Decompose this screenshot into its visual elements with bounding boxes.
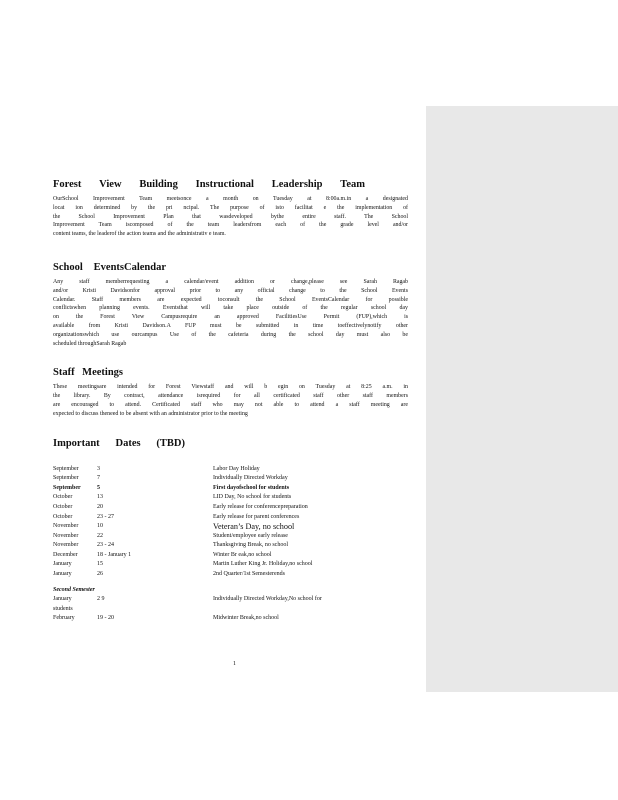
- date-cell: [53, 465, 213, 475]
- paragraph-line: locat ion determined by the pri ncipal. The purpose of isto facilitat e the implementation of: [53, 204, 408, 211]
- date-event: Early release for parent conferences: [213, 513, 300, 520]
- date-event: Veteran’s Day, no school: [213, 522, 295, 532]
- paragraph-line: OurSchool Improvement Team meetsonce a month on Tuesday at 8:00a.m.in a designated: [53, 196, 408, 202]
- date-day: [97, 605, 213, 615]
- date-cell: [53, 551, 213, 561]
- date-row: [53, 503, 408, 513]
- semester-label: Second Semester: [53, 586, 95, 593]
- heading-word: Dates: [115, 437, 141, 449]
- heading-word: Forest: [53, 179, 82, 190]
- section-staff-meetings: [53, 366, 408, 418]
- date-cell: [53, 513, 213, 523]
- date-event: Midwinter Break,no school: [213, 615, 279, 622]
- date-event: Martin Luther King Jr. Holiday,no school: [213, 561, 313, 568]
- heading-word: Instructional: [195, 179, 254, 190]
- date-cell: [53, 503, 213, 513]
- date-day: 19 - 20: [97, 615, 114, 622]
- date-month: students: [53, 605, 73, 612]
- date-row: [53, 522, 408, 532]
- staff-heading: [53, 366, 123, 380]
- date-event: Student/employee early release: [213, 532, 288, 539]
- date-month: September: [53, 465, 79, 472]
- date-event: Individually Directed Workday: [213, 475, 288, 482]
- date-month: September: [53, 475, 79, 482]
- date-month: February: [53, 615, 75, 622]
- date-row: [53, 614, 408, 624]
- dates-table: [53, 465, 408, 625]
- heading-word: (TBD): [156, 437, 185, 449]
- comment-pane: [426, 106, 618, 692]
- date-month: October: [53, 513, 73, 520]
- date-day: 3: [97, 465, 100, 472]
- paragraph-line: conflictswhen planning events. Eventsthat will take place outside of the regular school day: [53, 305, 408, 312]
- date-month: January: [53, 561, 72, 568]
- date-cell: [53, 605, 213, 615]
- date-cell: [53, 522, 213, 532]
- date-cell: [53, 541, 213, 551]
- date-month: November: [53, 542, 79, 549]
- date-cell: [53, 570, 213, 580]
- leadership-heading: [53, 178, 365, 192]
- page-number: 1: [233, 661, 236, 667]
- heading-word: View: [99, 179, 122, 190]
- date-row: [53, 551, 408, 561]
- date-month: December: [53, 551, 78, 558]
- date-event: Winter Br eak,no school: [213, 551, 272, 558]
- date-month: September: [53, 484, 81, 491]
- date-month: January: [53, 596, 72, 603]
- heading-word: EventsCalendar: [93, 261, 166, 273]
- staff-paragraph: [53, 383, 408, 418]
- paragraph-line: organizationswhich use ourcampus Use of the cafeteria during the school day must also be: [53, 331, 408, 338]
- date-event: 2nd Quarter/1st Semesterends: [213, 571, 285, 578]
- date-day: 20: [97, 503, 103, 510]
- document-page: [53, 178, 408, 638]
- heading-word: Meetings: [82, 367, 123, 379]
- date-month: January: [53, 571, 72, 578]
- events-paragraph: [53, 278, 408, 348]
- paragraph-line: Improvement Team iscomposed of the team leadersfrom each of the grade level and/or: [53, 222, 408, 229]
- section-important-dates: [53, 437, 408, 625]
- date-day: 10: [97, 523, 103, 530]
- heading-word: Leadership: [271, 179, 323, 190]
- date-row: [53, 484, 408, 494]
- date-row: [53, 465, 408, 475]
- date-event: First dayofschool for students: [213, 484, 290, 491]
- date-day: 23 - 27: [97, 513, 114, 520]
- date-cell: [53, 595, 213, 605]
- date-row: [53, 560, 408, 570]
- paragraph-line: and/or Kristi Davidsonfor approval prior to any official change to the School Events: [53, 287, 408, 294]
- paragraph-line: expected to discuss theneed to be absent with an administrator prior to the meeting: [53, 410, 248, 417]
- date-row: [53, 532, 408, 542]
- date-day: 18 - January 1: [97, 551, 132, 558]
- date-row: [53, 541, 408, 551]
- date-cell: [53, 493, 213, 503]
- date-row: [53, 570, 408, 580]
- date-event: Thanksgiving Break, no school: [213, 542, 288, 549]
- paragraph-line: available from Kristi Davidson.A FUP must be submitted in time toeffectivelynotify other: [53, 322, 408, 329]
- date-day: 23 - 24: [97, 542, 114, 549]
- paragraph-line: scheduled throughSarah Ragab: [53, 340, 127, 347]
- heading-word: Important: [53, 437, 100, 449]
- date-event: Labor Day Holiday: [213, 465, 260, 472]
- date-cell: [53, 484, 213, 494]
- section-events: [53, 261, 408, 348]
- date-cell: [53, 474, 213, 484]
- events-heading: [53, 261, 166, 275]
- paragraph-line: Calendar. Staff members are expected toconsult the School EventsCalendar for possible: [53, 296, 408, 303]
- date-month: October: [53, 503, 73, 510]
- date-event: [213, 605, 408, 615]
- heading-word: School: [53, 261, 83, 273]
- date-day: 5: [97, 484, 100, 491]
- date-month: October: [53, 494, 73, 501]
- date-event: LID Day, No school for students: [213, 494, 292, 501]
- date-event: Individually Directed Workday,No school for: [213, 596, 322, 603]
- date-cell: [53, 532, 213, 542]
- leadership-paragraph: [53, 195, 408, 239]
- date-cell: [53, 614, 213, 624]
- date-month: November: [53, 523, 79, 530]
- paragraph-line: on the Forest View Campusrequire an approved FacilitiesUse Permit (FUP),which is: [53, 314, 408, 321]
- section-leadership: [53, 178, 408, 239]
- date-day: 22: [97, 532, 103, 539]
- heading-word: Staff: [53, 367, 75, 379]
- paragraph-line: content teams, the leaderof the action teams and the administrativ e team.: [53, 231, 226, 238]
- heading-word: Building: [139, 179, 178, 190]
- paragraph-line: Any staff memberrequesting a calendar/event addition or change,please see Sarah Ragab: [53, 278, 408, 285]
- date-day: 7: [97, 475, 100, 482]
- date-event: Early release for conferencepreparation: [213, 503, 308, 510]
- date-month: November: [53, 532, 79, 539]
- paragraph-line: the library. By contract, attendance isrequired for all certificated staff other staff members: [53, 393, 408, 400]
- date-row: [53, 605, 408, 615]
- date-day: 26: [97, 571, 103, 578]
- date-cell: [53, 560, 213, 570]
- paragraph-line: These meetingsare intended for Forest Viewstaff and will b egin on Tuesday at 8:25 a.m. in: [53, 384, 408, 391]
- date-day: 2 9: [97, 596, 105, 603]
- heading-word: Team: [340, 179, 365, 190]
- date-row: [53, 493, 408, 503]
- date-day: 15: [97, 561, 103, 568]
- paragraph-line: are encouraged to attend. Certificated staff who may not able to attend a staff meeting are: [53, 401, 408, 408]
- date-row: [53, 474, 408, 484]
- date-day: 13: [97, 494, 103, 501]
- date-row: [53, 513, 408, 523]
- paragraph-line: the School Improvement Plan that wasdeveloped bythe entire staff. The School: [53, 213, 408, 220]
- dates-heading: [53, 437, 185, 451]
- date-row: [53, 595, 408, 605]
